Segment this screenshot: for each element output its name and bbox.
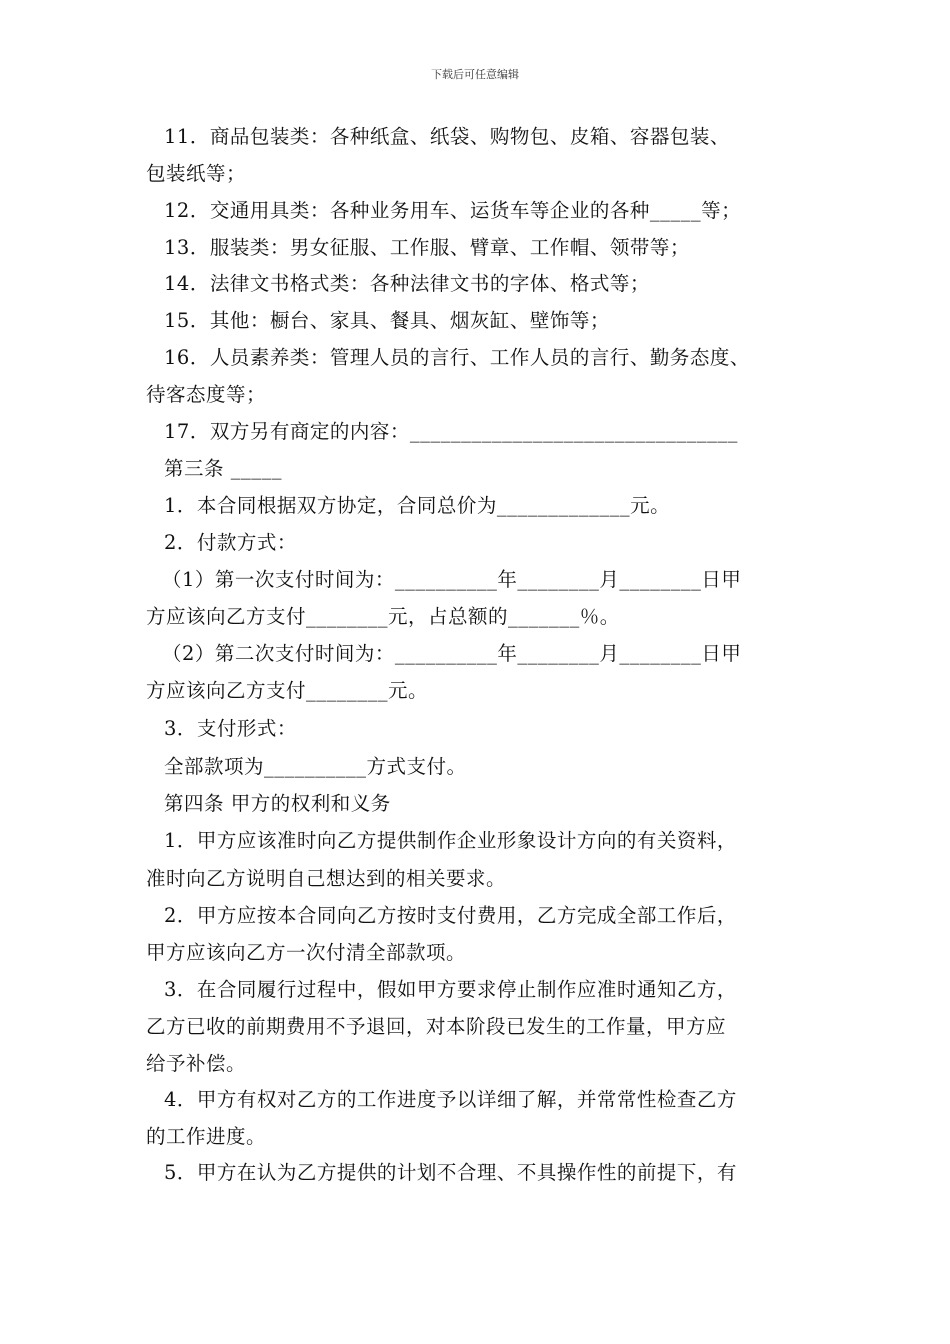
paragraph-line: 12．交通用具类：各种业务用车、运货车等企业的各种_____等； [164,199,742,222]
paragraph-line: （2）第二次支付时间为：__________年________月________日甲 [162,642,742,665]
paragraph-line: 2．甲方应按本合同向乙方按时支付费用，乙方完成全部工作后， [164,904,737,927]
paragraph-line: 13．服装类：男女征服、工作服、臂章、工作帽、领带等； [164,236,690,259]
paragraph-line: 全部款项为__________方式支付。 [164,755,467,778]
paragraph-line: 1．甲方应该准时向乙方提供制作企业形象设计方向的有关资料， [164,829,737,852]
section-heading: 第四条 甲方的权利和义务 [164,792,391,815]
paragraph-line: 14．法律文书格式类：各种法律文书的字体、格式等； [164,272,650,295]
page-header: 下载后可任意编辑 [431,68,519,81]
paragraph-line: 方应该向乙方支付________元，占总额的_______％。 [146,605,620,628]
paragraph-line: 乙方已收的前期费用不予退回，对本阶段已发生的工作量，甲方应 [146,1015,727,1038]
section-heading: 第三条 _____ [164,457,282,480]
paragraph-line: 给予补偿。 [146,1052,247,1075]
paragraph-line: 的工作进度。 [146,1125,267,1148]
paragraph-line: （1）第一次支付时间为：__________年________月________日甲 [162,568,742,591]
paragraph-line: 4．甲方有权对乙方的工作进度予以详细了解，并常常性检查乙方 [164,1088,737,1111]
paragraph-line: 准时向乙方说明自己想达到的相关要求。 [146,867,507,890]
paragraph-line: 3．支付形式： [164,717,297,740]
paragraph-line: 甲方应该向乙方一次付清全部款项。 [146,941,467,964]
paragraph-line: 方应该向乙方支付________元。 [146,679,429,702]
paragraph-line: 5．甲方在认为乙方提供的计划不合理、不具操作性的前提下，有 [164,1161,737,1184]
paragraph-line: 1．本合同根据双方协定，合同总价为_____________元。 [164,494,671,517]
paragraph-line: 2．付款方式： [164,531,297,554]
paragraph-line: 17．双方另有商定的内容：________________________________ [164,420,738,443]
paragraph-line: 16．人员素养类：管理人员的言行、工作人员的言行、勤务态度、 [164,346,750,369]
paragraph-line: 3．在合同履行过程中，假如甲方要求停止制作应准时通知乙方， [164,978,737,1001]
paragraph-line: 11．商品包装类：各种纸盒、纸袋、购物包、皮箱、容器包装、 [164,125,730,148]
paragraph-line: 包装纸等； [146,162,247,185]
paragraph-line: 15．其他：橱台、家具、餐具、烟灰缸、壁饰等； [164,309,610,332]
paragraph-line: 待客态度等； [146,383,267,406]
